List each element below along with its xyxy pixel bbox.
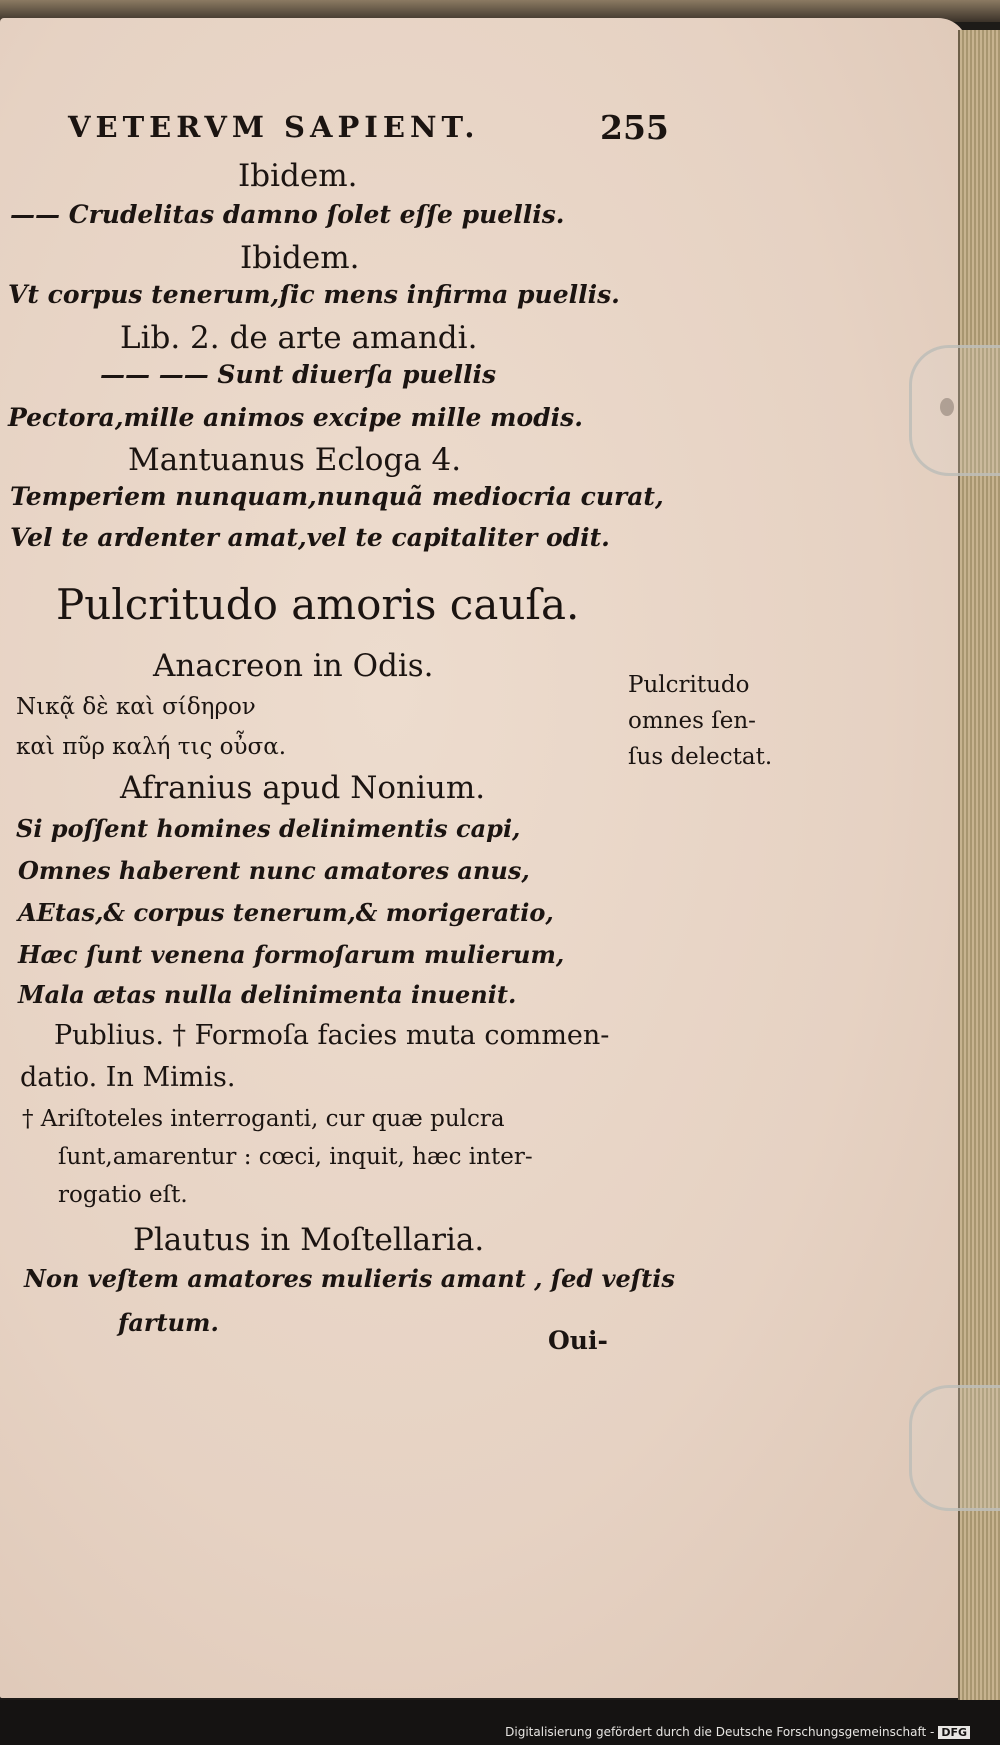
verse-line: Hæc ſunt venena formoſarum mulierum, — [18, 940, 565, 969]
heading-lib-2: Lib. 2. de arte amandi. — [120, 320, 478, 356]
verse-line: Omnes haberent nunc amatores anus, — [18, 856, 530, 885]
verse-line: fartum. — [118, 1308, 219, 1337]
digitization-credit — [505, 1725, 970, 1739]
page-number: 255 — [600, 108, 669, 147]
clip-mark — [940, 398, 954, 416]
note-line: rogatio eſt. — [58, 1182, 188, 1208]
marginal-note-line: omnes ſen- — [628, 708, 756, 734]
note-line: † Ariſtoteles interroganti, cur quæ pulcra — [22, 1106, 505, 1132]
note-line: ſunt,amarentur : cœci, inquit, hæc inter- — [58, 1144, 533, 1170]
greek-verse-line: καὶ πῦρ καλή τις οὖσα. — [16, 734, 287, 760]
verse-line: Pectora,mille animos excipe mille modis. — [8, 403, 583, 432]
book-page — [0, 18, 968, 1698]
marginal-note-line: ſus delectat. — [628, 744, 773, 770]
verse-line: Vt corpus tenerum,ſic mens infirma puellis. — [8, 280, 620, 309]
page-clip-top — [909, 345, 1000, 476]
verse-line: Vel te ardenter amat,vel te capitaliter odit. — [10, 523, 610, 552]
publius-line-continued: datio. In Mimis. — [20, 1062, 236, 1093]
greek-verse-line: Νικᾷ δὲ καὶ σίδηρον — [16, 694, 256, 720]
verse-line: —— —— Sunt diuerſa puellis — [100, 360, 497, 389]
verse-line: Si poſſent homines delinimentis capi, — [16, 814, 521, 843]
heading-afranius: Afranius apud Nonium. — [120, 770, 486, 806]
marginal-note-line: Pulcritudo — [628, 672, 750, 698]
section-title: Pulcritudo amoris cauſa. — [56, 580, 580, 629]
heading-plautus: Plautus in Moſtellaria. — [133, 1222, 485, 1258]
page-clip-bottom — [909, 1385, 1000, 1511]
verse-line: —— Crudelitas damno ſolet eſſe puellis. — [10, 200, 565, 229]
heading-mantuanus: Mantuanus Ecloga 4. — [128, 442, 462, 478]
credit-text: Digitalisierung gefördert durch die Deutsche Forschungsgemeinschaft - — [505, 1725, 935, 1739]
dfg-logo: DFG — [938, 1726, 970, 1739]
verse-line: Non veſtem amatores mulieris amant , ſed veſtis — [24, 1264, 675, 1293]
verse-line: Temperiem nunquam,nunquã mediocria curat, — [10, 482, 664, 511]
publius-line: Publius. † Formoſa facies muta commen- — [54, 1020, 610, 1051]
running-title: VETERVM SAPIENT. — [68, 110, 480, 144]
heading-ibidem-1: Ibidem. — [238, 158, 358, 194]
verse-line: AEtas,& corpus tenerum,& morigeratio, — [18, 898, 554, 927]
verse-line: Mala ætas nulla delinimenta inuenit. — [18, 980, 517, 1009]
catchword: Oui- — [548, 1326, 608, 1355]
heading-anacreon: Anacreon in Odis. — [153, 648, 434, 684]
heading-ibidem-2: Ibidem. — [240, 240, 360, 276]
